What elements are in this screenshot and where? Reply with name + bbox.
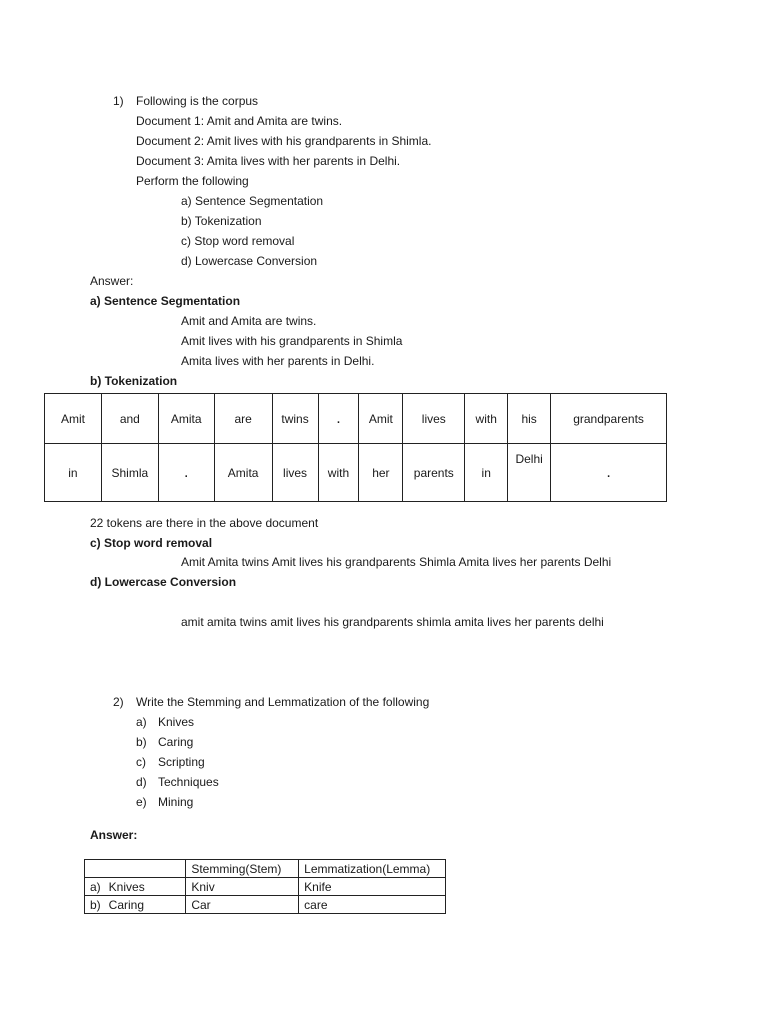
token-cell: her <box>359 444 403 502</box>
token-count: 22 tokens are there in the above document <box>90 516 319 530</box>
stem-lemma-table <box>84 859 446 914</box>
token-cell: are <box>214 394 272 444</box>
seg-heading: a) Sentence Segmentation <box>90 294 241 308</box>
q1-document-2: Document 2: Amit lives with his grandparents in Shimla. <box>136 134 432 148</box>
q2-intro: Write the Stemming and Lemmatization of the following <box>136 695 430 709</box>
q2-item-word: Caring <box>158 735 194 749</box>
q1-document-3: Document 3: Amita lives with her parents in Delhi. <box>136 154 401 168</box>
token-row <box>45 394 667 444</box>
token-cell: parents <box>403 444 465 502</box>
token-cell: Amita <box>158 394 214 444</box>
table-header-row <box>85 860 446 878</box>
table-row <box>85 878 446 896</box>
q2-item-word: Mining <box>158 795 194 809</box>
token-cell: grandparents <box>551 394 667 444</box>
word-cell <box>85 878 186 896</box>
q2-item-word: Scripting <box>158 755 205 769</box>
token-cell: . <box>158 444 214 502</box>
token-cell: Amit <box>45 394 102 444</box>
q2-item-marker: e) <box>136 795 147 809</box>
q1-task-b: b) Tokenization <box>181 214 262 228</box>
stop-heading: c) Stop word removal <box>90 536 213 550</box>
word-cell <box>85 896 186 914</box>
token-cell: his <box>508 394 551 444</box>
token-cell: lives <box>403 394 465 444</box>
q1-task-c: c) Stop word removal <box>181 234 295 248</box>
q2-item-marker: d) <box>136 775 147 789</box>
token-table <box>44 393 667 502</box>
token-cell: with <box>465 394 508 444</box>
stop-text: Amit Amita twins Amit lives his grandparents Shimla Amita lives her parents Delhi <box>181 555 612 569</box>
seg-sentence-3: Amita lives with her parents in Delhi. <box>181 354 375 368</box>
q2-item-marker: c) <box>136 755 146 769</box>
seg-sentence-2: Amit lives with his grandparents in Shimla <box>181 334 403 348</box>
q1-document-1: Document 1: Amit and Amita are twins. <box>136 114 343 128</box>
q1-number: 1) <box>113 94 124 108</box>
token-cell: in <box>465 444 508 502</box>
lemma-cell: Knife <box>299 878 446 896</box>
lemma-cell: care <box>299 896 446 914</box>
token-cell: Shimla <box>101 444 158 502</box>
q2-item-marker: a) <box>136 715 147 729</box>
q2-item-marker: b) <box>136 735 147 749</box>
row-marker: a) <box>90 879 101 894</box>
token-row <box>45 444 667 502</box>
lower-text: amit amita twins amit lives his grandparents shimla amita lives her parents delhi <box>181 615 604 629</box>
stem-cell: Kniv <box>186 878 299 896</box>
header-cell <box>85 860 186 878</box>
token-cell: lives <box>272 444 318 502</box>
token-cell: and <box>101 394 158 444</box>
lower-heading: d) Lowercase Conversion <box>90 575 237 589</box>
q1-perform: Perform the following <box>136 174 249 188</box>
header-cell: Stemming(Stem) <box>186 860 299 878</box>
answer1-label: Answer: <box>90 274 134 288</box>
table-row <box>85 896 446 914</box>
token-cell: in <box>45 444 102 502</box>
q2-item-word: Techniques <box>158 775 219 789</box>
row-marker: b) <box>90 897 101 912</box>
token-cell: with <box>318 444 359 502</box>
row-word: Knives <box>108 879 145 894</box>
tok-heading: b) Tokenization <box>90 374 178 388</box>
token-cell: Amita <box>214 444 272 502</box>
token-cell: . <box>318 394 359 444</box>
stem-cell: Car <box>186 896 299 914</box>
q1-task-a: a) Sentence Segmentation <box>181 194 324 208</box>
answer2-label: Answer: <box>90 828 138 842</box>
row-word: Caring <box>108 897 145 912</box>
token-cell: Delhi <box>508 444 551 502</box>
q2-item-word: Knives <box>158 715 195 729</box>
token-cell: Amit <box>359 394 403 444</box>
q2-number: 2) <box>113 695 124 709</box>
q1-intro: Following is the corpus <box>136 94 259 108</box>
q1-task-d: d) Lowercase Conversion <box>181 254 318 268</box>
seg-sentence-1: Amit and Amita are twins. <box>181 314 317 328</box>
header-cell: Lemmatization(Lemma) <box>299 860 446 878</box>
token-cell: . <box>551 444 667 502</box>
token-cell: twins <box>272 394 318 444</box>
